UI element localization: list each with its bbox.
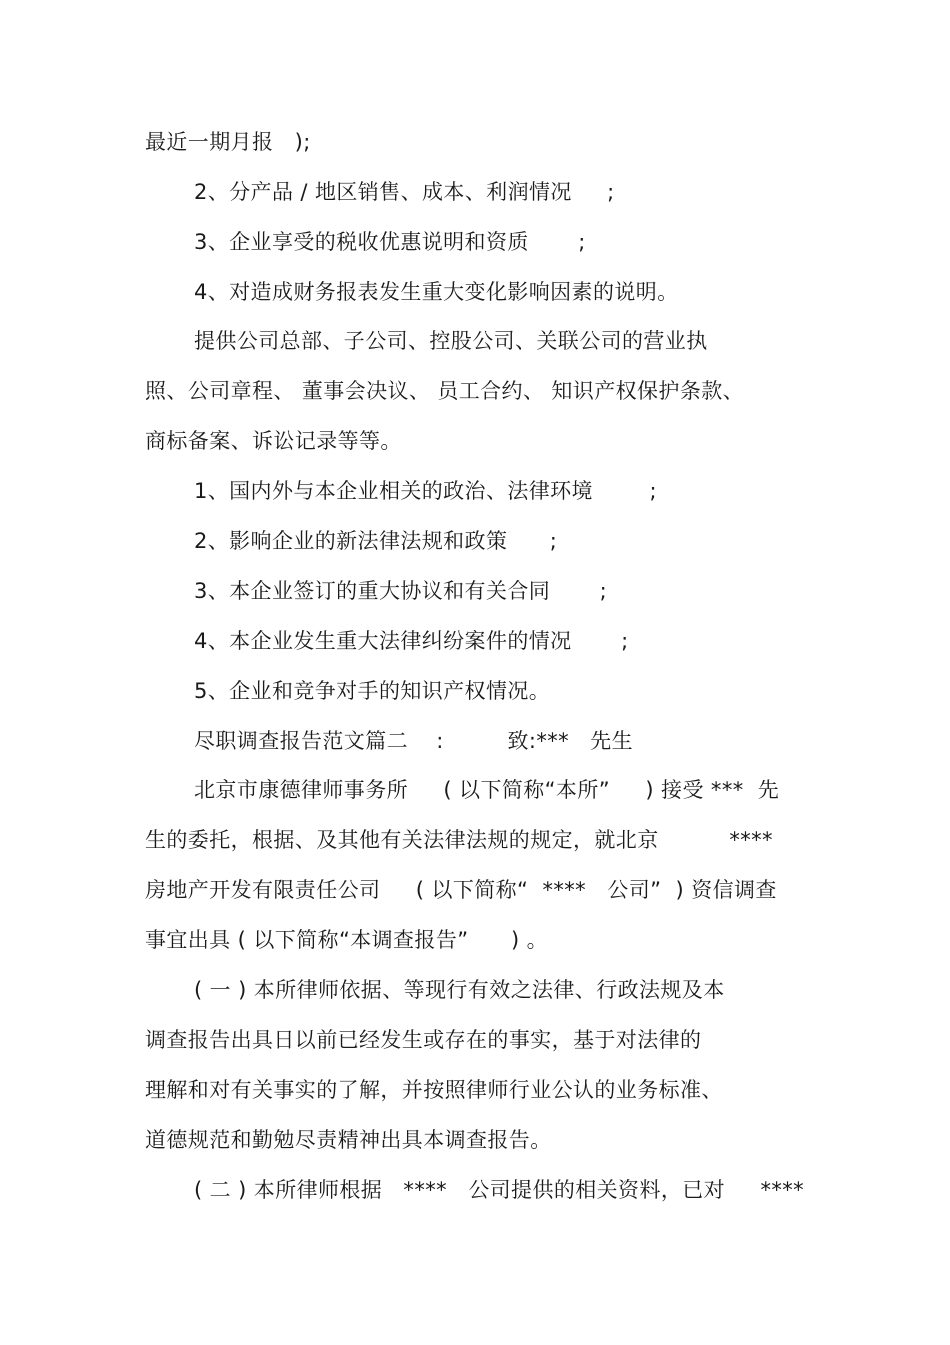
paragraph-line: ( 一 ) 本所律师依据、等现行有效之法律、行政法规及本 — [194, 978, 725, 1002]
paragraph-line: 提供公司总部、子公司、控股公司、关联公司的营业执 — [194, 329, 708, 353]
list-item: 1、国内外与本企业相关的政治、法律环境 ; — [194, 479, 658, 503]
paragraph-line: 调查报告出具日以前已经发生或存在的事实，基于对法律的 — [145, 1028, 702, 1052]
paragraph-line: ( 二 ) 本所律师根据 **** 公司提供的相关资料，已对 **** — [194, 1178, 805, 1202]
list-item: 5、企业和竞争对手的知识产权情况。 — [194, 679, 551, 703]
list-item: 4、本企业发生重大法律纠纷案件的情况 ; — [194, 629, 629, 653]
paragraph-line: 商标备案、诉讼记录等等。 — [145, 429, 402, 453]
paragraph-line: 事宜出具 ( 以下简称“本调查报告” ) 。 — [145, 928, 549, 952]
list-item: 2、影响企业的新法律法规和政策 ; — [194, 529, 558, 553]
list-item: 4、对造成财务报表发生重大变化影响因素的说明。 — [194, 280, 679, 304]
paragraph-line: 照、公司章程、 董事会决议、 员工合约、 知识产权保护条款、 — [145, 379, 745, 403]
paragraph-line: 生的委托，根据、及其他有关法律法规的规定，就北京 **** — [145, 828, 773, 852]
paragraph-line: 道德规范和勤勉尽责精神出具本调查报告。 — [145, 1128, 552, 1152]
paragraph-line: 北京市康德律师事务所 ( 以下简称“本所” ) 接受 *** 先 — [194, 778, 780, 802]
list-item: 3、本企业签订的重大协议和有关合同 ; — [194, 579, 608, 603]
paragraph-line: 房地产开发有限责任公司 ( 以下简称“ **** 公司” ) 资信调查 — [145, 878, 777, 902]
list-item: 3、企业享受的税收优惠说明和资质 ; — [194, 230, 586, 254]
section-heading: 尽职调查报告范文篇二 : 致:*** 先生 — [194, 729, 634, 753]
list-item: 2、分产品 / 地区销售、成本、利润情况 ; — [194, 180, 615, 204]
paragraph-line: 理解和对有关事实的了解，并按照律师行业公认的业务标准、 — [145, 1078, 723, 1102]
text-line: 最近一期月报 ); — [145, 130, 311, 154]
